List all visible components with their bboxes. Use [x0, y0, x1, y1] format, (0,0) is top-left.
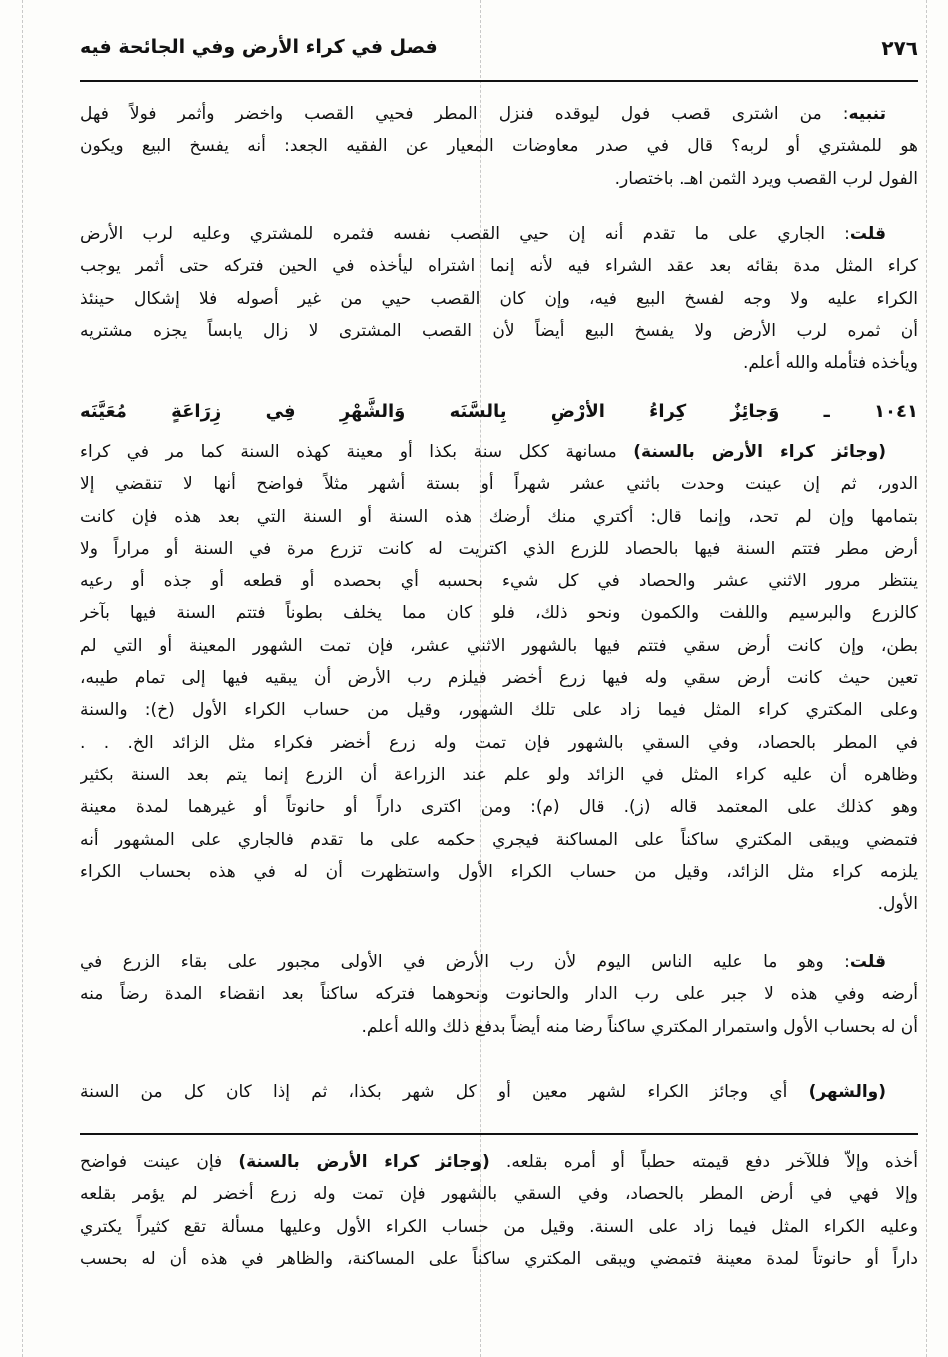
text-line: [80, 98, 918, 130]
line-text: مسانهة ككل سنة بكذا أو معينة كهذه السنة كما مر في كراء: [80, 442, 634, 462]
text-line: [80, 662, 918, 694]
text-line: [80, 1011, 918, 1043]
header-rule: [80, 80, 918, 82]
text-line: [80, 888, 918, 920]
line-text: فتمضي ويبقى المكتري ساكناً على المساكنة فيجري حكمه على ما تقدم فالجاري على المشهور أنه: [80, 829, 918, 850]
line-text: أخذه وإلاّ فللآخر دفع قيمته حطباً أو أمره بقلعه.: [489, 1152, 918, 1172]
paragraph-qult-2: [80, 946, 918, 1043]
text-line: [80, 533, 918, 565]
text-line: [80, 824, 918, 856]
text-line: [80, 1076, 918, 1108]
line-text: داراً أو حانوتاً لمدة معينة فتمضي ويبقى المكتري ساكناً على المساكنة، والظاهر في هذه أن له بحسب: [80, 1248, 918, 1269]
text-line: [80, 597, 918, 629]
text-line: [80, 759, 918, 791]
line-text: الفول لرب القصب ويرد الثمن اهـ. باختصار.: [614, 168, 918, 189]
scan-guide-line: [22, 0, 23, 1357]
line-text: وهو كذلك على المعتمد قاله (ز). قال (م): ومن اكترى داراً أو حانوتاً أو غيرهما لمدة معينة: [80, 797, 918, 818]
line-text: الدور، ثم إن عينت وحدت باثني عشر شهراً أو بستة أشهر مثلاً فواضح أنها لا تنقضي إلا: [80, 474, 918, 495]
text-line: [80, 791, 918, 823]
footnote: [80, 1146, 918, 1275]
bold-term: تنبيه: [848, 104, 886, 124]
text-line: [80, 250, 918, 282]
line-text: أن ثمره لرب الأرض ولا يفسخ البيع أيضاً لأن القصب المشترى لا زال يابساً يجزه مشتريه: [80, 320, 918, 341]
text-line: [80, 694, 918, 726]
text-line: [80, 727, 918, 759]
line-text: ١٠٤١ ـ وَجائِزٌ كِراءُ الأرْضِ بِالسَّنَه وَالشَّهْرِ فِي زِرَاعَةٍ مُعَيَّنَه: [80, 401, 918, 422]
paragraph-qult-1: [80, 218, 918, 379]
text-line: [80, 856, 918, 888]
text-line: [80, 501, 918, 533]
line-text: الكراء عليه ولا وجه لفسخ البيع فيه، وإن كان القصب حيي من غير أصوله فلا إشكال حينئذ: [80, 288, 918, 309]
running-title: فصل في كراء الأرض وفي الجائحة فيه: [80, 36, 438, 58]
line-text: في المطر بالحصاد، وفي السقي بالشهور فإن تمت وله زرع أخضر فكراء مثل الزائد الخ. . .: [80, 732, 918, 753]
line-text: فإن عينت فواضح: [80, 1152, 239, 1172]
footnote-rule: [80, 1133, 918, 1135]
bold-term: (وجائز كراء الأرض بالسنة): [633, 442, 886, 462]
line-text: ويأخذه فتأمله والله أعلم.: [742, 353, 918, 374]
line-text: : وهو ما عليه الناس اليوم لأن رب الأرض في الأولى مجبور على بقاء الزرع في: [80, 952, 850, 972]
page-number: ٢٧٦: [881, 36, 918, 60]
line-text: الأول.: [877, 894, 918, 915]
text-line: [80, 347, 918, 379]
text-line: [80, 468, 918, 500]
line-text: وعلى المكتري كراء المثل فيما زاد على تلك الشهور، وقيل من حساب الكراء الأول (خ): والسنة: [80, 700, 918, 721]
text-line: [80, 978, 918, 1010]
text-line: [80, 946, 918, 978]
text-line: [80, 1146, 918, 1178]
text-line: [80, 630, 918, 662]
text-line: [80, 396, 918, 428]
paragraph-sharh: [80, 436, 918, 920]
text-line: [80, 1243, 918, 1275]
text-line: [80, 565, 918, 597]
line-text: : الجاري على ما تقدم أنه إن حيي القصب نفسه فثمره للمشتري وعليه لرب الأرض: [80, 224, 850, 244]
text-line: [80, 283, 918, 315]
line-text: ينتظر مرور الاثني عشر والحصاد في كل شيء بحسبه أي بحصده أو قطعه أو جذه أو رعيه: [80, 571, 918, 592]
text-line: [80, 436, 918, 468]
scan-guide-line: [926, 0, 927, 1357]
line-text: تعين حيث كانت أرض سقي وله فيها زرع أخضر فيلزم رب الأرض أن يبقيه فيها إلى تمام طيبه،: [80, 668, 918, 689]
text-line: [80, 315, 918, 347]
line-text: كالزرع والبرسيم واللفت والكمون ونحو ذلك، فلو كان مما يخلف بطوناً فتتم السنة فيها بآخر: [80, 603, 918, 624]
bold-term: قلت: [849, 952, 886, 972]
line-text: يلزمه كراء مثل الزائد، وقيل من حساب الكراء الأول واستظهرت أن له في هذه بحساب الكراء: [80, 861, 918, 882]
line-text: أي وجائز الكراء لشهر معين أو كل شهر بكذا، ثم إذا كان كل من السنة: [80, 1082, 809, 1102]
text-line: [80, 218, 918, 250]
line-text: هو للمشتري أو لربه؟ قال في صدر معاوضات المعيار عن الفقيه الجعد: أنه يفسخ البيع ويكون: [80, 136, 918, 157]
line-text: أرض مطر فتتم السنة فيها بالحصاد للزرع الذي اكتريت له كانت تزرع مرة في السنة أو مراراً ولا: [80, 538, 918, 559]
verse-heading: [80, 396, 918, 428]
bold-term: قلت: [849, 224, 886, 244]
line-text: وظاهره أن عليه كراء المثل في الزائد ولو علم عند الزراعة أن الزرع إنما يتم بعد السنة بكثير: [80, 764, 918, 785]
line-text: : من اشترى قصب فول ليوقده فنزل المطر فحيي القصب واخضر وأثمر فولاً فهل: [80, 104, 849, 124]
bold-term: (والشهر): [808, 1082, 886, 1102]
text-line: [80, 130, 918, 162]
line-text: وعليه الكراء المثل فيما زاد على السنة. وقيل من حساب الكراء الأول وعليها مسألة تقع كثيراً يكتري: [80, 1216, 918, 1237]
paragraph-tanbih: [80, 98, 918, 195]
line-text: وإلا فهي في أرض المطر بالحصاد، وفي السقي بالشهور فإن تمت وله زرع أخضر لم يؤمر بقلعه: [80, 1184, 918, 1205]
text-line: [80, 1211, 918, 1243]
paragraph-shahr: [80, 1076, 918, 1108]
text-line: [80, 1178, 918, 1210]
line-text: كراء المثل مدة بقائه بعد عقد الشراء فيه لأنه إنما اشتراه ليأخذه في الحين فتركه حتى أثمر يوجب: [80, 256, 918, 277]
line-text: بطن، وإن كانت أرض سقي فتتم فيها بالشهور الاثني عشر، فإن تمت الشهور المعينة أو التي لم: [80, 635, 918, 656]
text-line: [80, 163, 918, 195]
line-text: أن له بحساب الأول واستمرار المكتري ساكناً رضا منه أيضاً بدفع ذلك والله أعلم.: [361, 1016, 918, 1037]
bold-term: (وجائز كراء الأرض بالسنة): [238, 1152, 490, 1172]
line-text: بتمامها وإن لم تحد، وإنما قال: أكتري منك أرضك هذه السنة أو السنة التي بعد هذه فإن كانت: [80, 506, 918, 527]
page-header: [80, 30, 918, 70]
line-text: أرضه وفي هذه لا جبر على رب الدار والحانوت ونحوهما فتركه ساكناً بعد انقضاء المدة رضاً منه: [80, 984, 918, 1005]
